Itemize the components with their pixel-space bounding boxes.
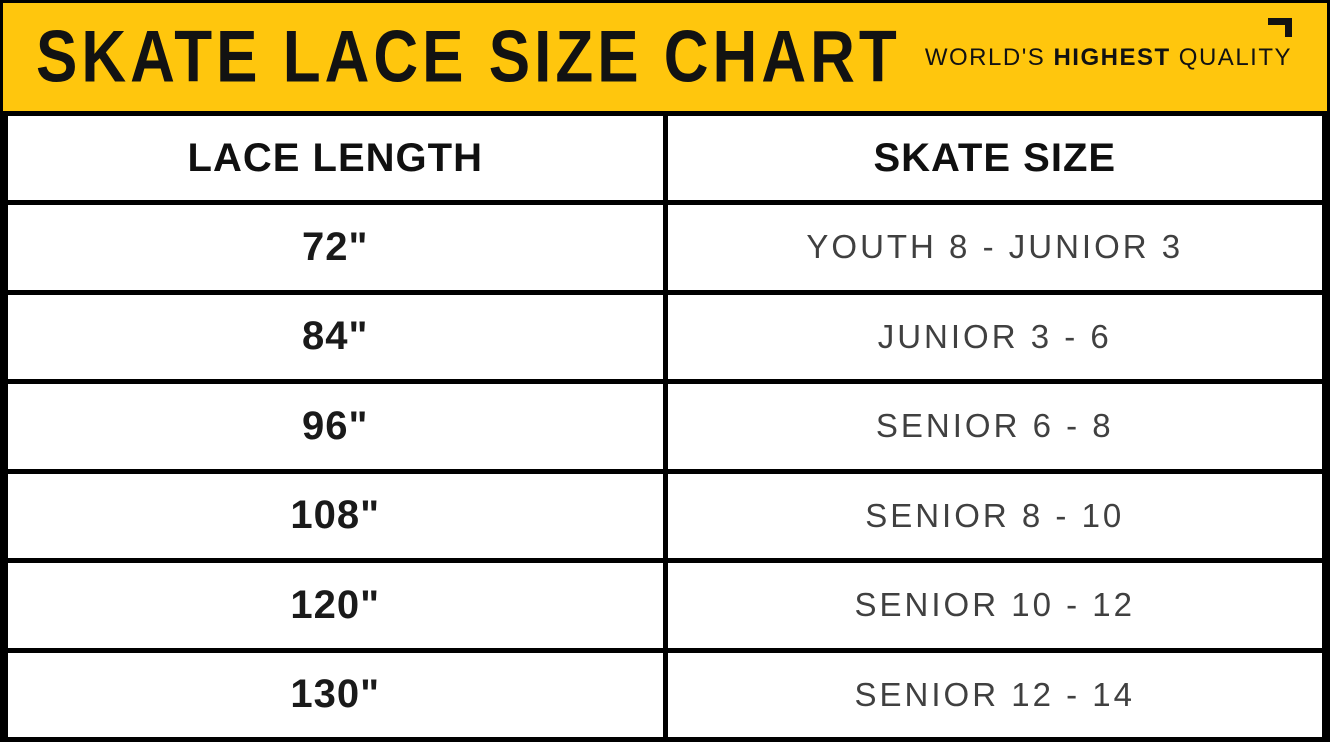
tagline-prefix: WORLD'S	[924, 44, 1054, 71]
table-row	[6, 650, 1325, 740]
lace-length-cell: 108"	[6, 471, 666, 561]
column-header-lace-length: LACE LENGTH	[6, 114, 666, 203]
table-row	[6, 382, 1325, 472]
tagline-suffix: QUALITY	[1170, 44, 1292, 71]
tagline-emphasis: HIGHEST	[1053, 44, 1171, 71]
banner	[3, 3, 1327, 111]
table-row	[6, 203, 1325, 293]
lace-length-cell: 120"	[6, 561, 666, 651]
lace-length-cell: 72"	[6, 203, 666, 293]
lace-length-cell: 96"	[6, 382, 666, 472]
skate-size-cell: SENIOR 10 - 12	[665, 561, 1325, 651]
tagline	[925, 44, 1292, 72]
table-head	[6, 114, 1325, 203]
lace-length-cell: 84"	[6, 292, 666, 382]
table-body	[6, 203, 1325, 740]
page-title: SKATE LACE SIZE CHART	[36, 16, 901, 98]
skate-size-cell: SENIOR 6 - 8	[665, 382, 1325, 472]
corner-bracket-icon	[1268, 18, 1292, 37]
banner-right	[925, 18, 1292, 72]
skate-size-cell: YOUTH 8 - JUNIOR 3	[665, 203, 1325, 293]
skate-size-cell: JUNIOR 3 - 6	[665, 292, 1325, 382]
skate-size-cell: SENIOR 8 - 10	[665, 471, 1325, 561]
column-header-skate-size: SKATE SIZE	[665, 114, 1325, 203]
table-row	[6, 561, 1325, 651]
size-chart-table	[3, 111, 1327, 742]
skate-size-cell: SENIOR 12 - 14	[665, 650, 1325, 740]
header-row	[6, 114, 1325, 203]
table-row	[6, 471, 1325, 561]
lace-length-cell: 130"	[6, 650, 666, 740]
table-row	[6, 292, 1325, 382]
